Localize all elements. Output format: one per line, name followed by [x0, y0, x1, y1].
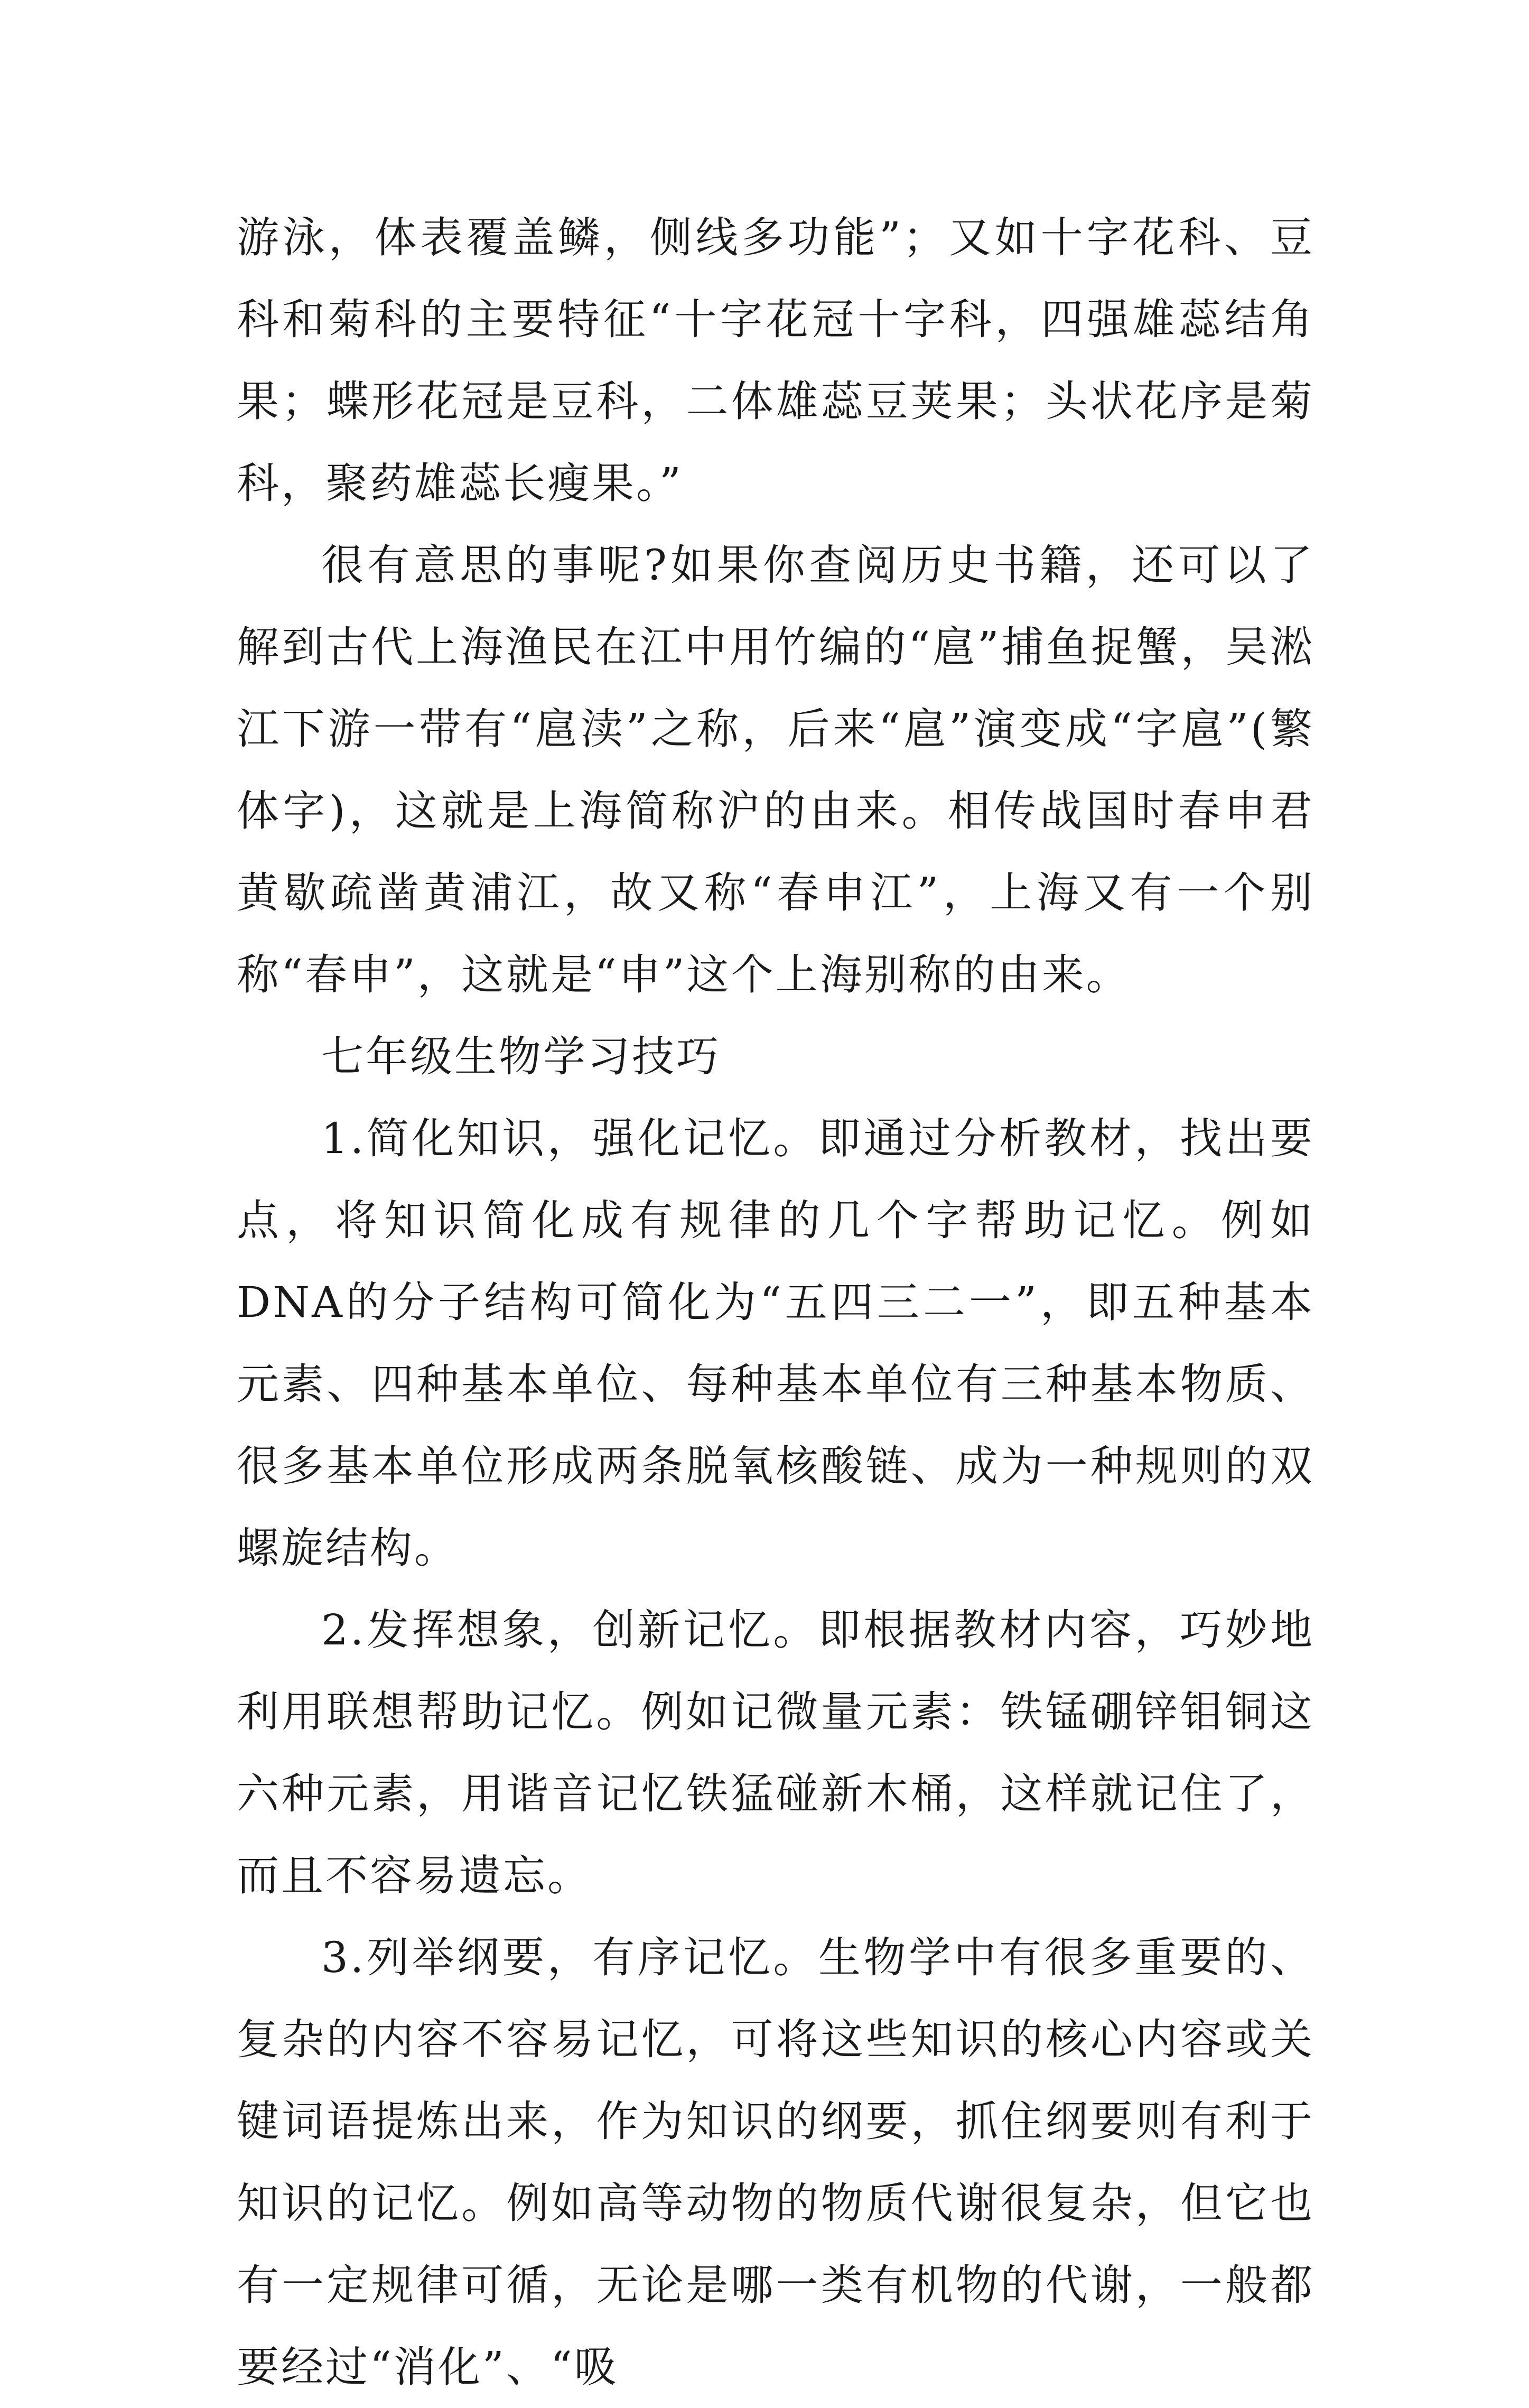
paragraph-4: 2.发挥想象，创新记忆。即根据教材内容，巧妙地利用联想帮助记忆。例如记微量元素：铁锰硼锌钼铜这六种元素，用谐音记忆铁猛碰新木桶，这样就记住了，而且不容易遗忘。 — [237, 1605, 1314, 1900]
paragraph-2: 很有意思的事呢?如果你查阅历史书籍，还可以了解到古代上海渔民在江中用竹编的“扈”捕鱼捉蟹，吴淞江下游一带有“扈渎”之称，后来“扈”演变成“字扈”(繁体字)，这就是上海简称沪的由来。相传战国时春申君黄歇疏凿黄浦江，故又称“春申江”，上海又有一个别称“春申”，这就是“申”这个上海别称的由来。 — [237, 541, 1314, 999]
paragraph-5: 3.列举纲要，有序记忆。生物学中有很多重要的、复杂的内容不容易记忆，可将这些知识的核心内容或关键词语提炼出来，作为知识的纲要，抓住纲要则有利于知识的记忆。例如高等动物的物质代谢很复杂，但它也有一定规律可循，无论是哪一类有机物的代谢，一般都要经过“消化”、“吸 — [237, 1933, 1314, 2392]
paragraph-1: 游泳，体表覆盖鳞，侧线多功能”；又如十字花科、豆科和菊科的主要特征“十字花冠十字科，四强雄蕊结角果；蝶形花冠是豆科，二体雄蕊豆荚果；头状花序是菊科，聚药雄蕊长瘦果。” — [237, 213, 1314, 508]
document-body — [237, 197, 1314, 2408]
section-heading: 七年级生物学习技巧 — [321, 1032, 721, 1081]
paragraph-3: 1.简化知识，强化记忆。即通过分析教材，找出要点，将知识简化成有规律的几个字帮助记忆。例如DNA的分子结构可简化为“五四三二一”，即五种基本元素、四种基本单位、每种基本单位有三种基本物质、很多基本单位形成两条脱氧核酸链、成为一种规则的双螺旋结构。 — [237, 1114, 1314, 1573]
